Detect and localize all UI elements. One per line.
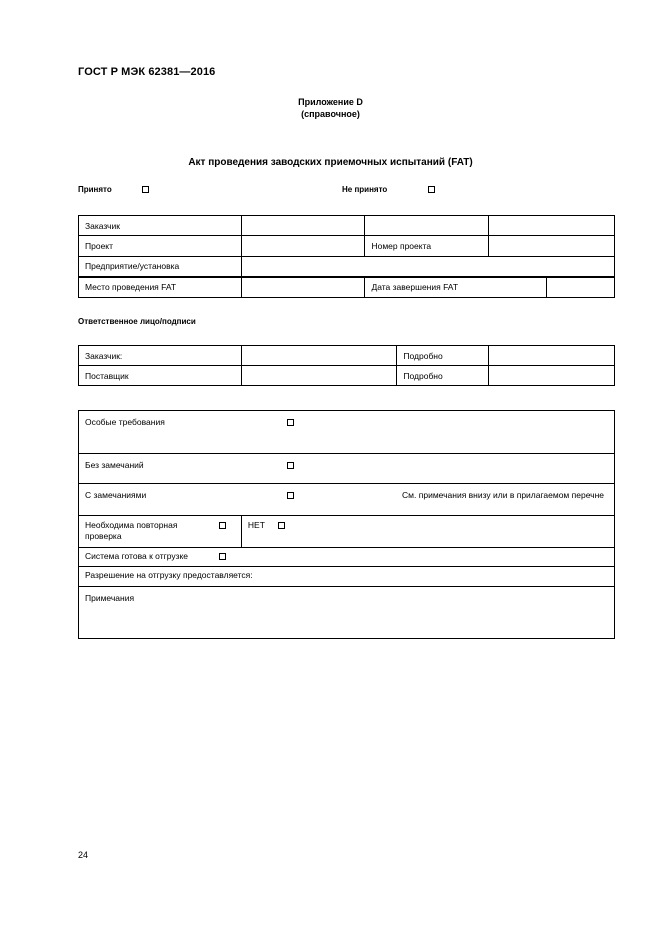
project-table <box>78 215 615 298</box>
table-row <box>79 277 615 297</box>
no-checkbox[interactable] <box>278 522 285 529</box>
table-row <box>79 587 615 639</box>
project-number-field[interactable] <box>489 236 615 256</box>
resp-customer-details-label: Подробно <box>397 346 489 366</box>
table-row <box>79 346 615 366</box>
table-row <box>79 567 615 587</box>
recheck-checkbox[interactable] <box>219 522 226 529</box>
plant-label: Предприятие/установка <box>79 256 242 276</box>
no-remarks-checkbox[interactable] <box>287 462 294 469</box>
resp-supplier-details-field[interactable] <box>489 366 615 386</box>
resp-supplier-signature[interactable] <box>241 366 397 386</box>
responsible-table <box>78 345 615 386</box>
shipping-permission-cell <box>79 567 615 587</box>
fat-location-field[interactable] <box>241 277 365 297</box>
with-remarks-cell <box>79 484 615 516</box>
table-row <box>79 411 615 454</box>
table-row <box>79 454 615 484</box>
customer-field-1[interactable] <box>241 216 365 236</box>
page-number: 24 <box>78 850 89 860</box>
not-accepted-checkbox[interactable] <box>428 186 435 193</box>
system-ready-label: Система готова к отгрузке <box>85 551 189 561</box>
special-requirements-cell <box>79 411 615 454</box>
standard-header: ГОСТ Р МЭК 62381—2016 <box>78 66 216 78</box>
recheck-cell <box>79 516 242 548</box>
customer-label: Заказчик <box>79 216 242 236</box>
table-row <box>79 548 615 567</box>
with-remarks-checkbox[interactable] <box>287 492 294 499</box>
fat-end-date-field[interactable] <box>547 277 615 297</box>
table-row <box>79 366 615 386</box>
resp-customer-label: Заказчик: <box>79 346 242 366</box>
resp-customer-signature[interactable] <box>241 346 397 366</box>
accepted-checkbox[interactable] <box>142 186 149 193</box>
fat-end-date-label: Дата завершения FAT <box>365 277 547 297</box>
table-row <box>79 256 615 276</box>
table-row <box>79 236 615 256</box>
accepted-label: Принято <box>78 185 112 194</box>
table-row <box>79 484 615 516</box>
system-ready-checkbox[interactable] <box>219 553 226 560</box>
no-remarks-cell <box>79 454 615 484</box>
project-field[interactable] <box>241 236 365 256</box>
recheck-label: Необходима повторная проверка <box>85 520 178 541</box>
table-row <box>79 516 615 548</box>
project-number-label: Номер проекта <box>365 236 489 256</box>
resp-customer-details-field[interactable] <box>489 346 615 366</box>
responsible-heading: Ответственное лицо/подписи <box>78 317 196 326</box>
resp-supplier-details-label: Подробно <box>397 366 489 386</box>
fat-location-label: Место проведения FAT <box>79 277 242 297</box>
appendix-title: Приложение D <box>298 97 363 107</box>
appendix-subtitle: (справочное) <box>301 109 360 119</box>
no-cell <box>241 516 614 548</box>
notes-label: Примечания <box>85 593 135 603</box>
shipping-permission-label: Разрешение на отгрузку предоставляется: <box>85 570 253 580</box>
resp-supplier-label: Поставщик <box>79 366 242 386</box>
plant-field[interactable] <box>241 256 614 276</box>
with-remarks-label: С замечаниями <box>85 490 147 500</box>
notes-cell[interactable] <box>79 587 615 639</box>
customer-field-2[interactable] <box>365 216 489 236</box>
special-requirements-checkbox[interactable] <box>287 419 294 426</box>
system-ready-cell <box>79 548 615 567</box>
not-accepted-label: Не принято <box>342 185 388 194</box>
no-label: НЕТ <box>247 520 265 530</box>
special-requirements-label: Особые требования <box>85 417 165 427</box>
act-title: Акт проведения заводских приемочных испытаний (FAT) <box>188 157 473 168</box>
no-remarks-label: Без замечаний <box>85 460 144 470</box>
customer-field-3[interactable] <box>489 216 615 236</box>
table-row <box>79 216 615 236</box>
with-remarks-note: См. примечания внизу или в прилагаемом перечне <box>402 490 604 500</box>
project-label: Проект <box>79 236 242 256</box>
results-table <box>78 410 615 639</box>
